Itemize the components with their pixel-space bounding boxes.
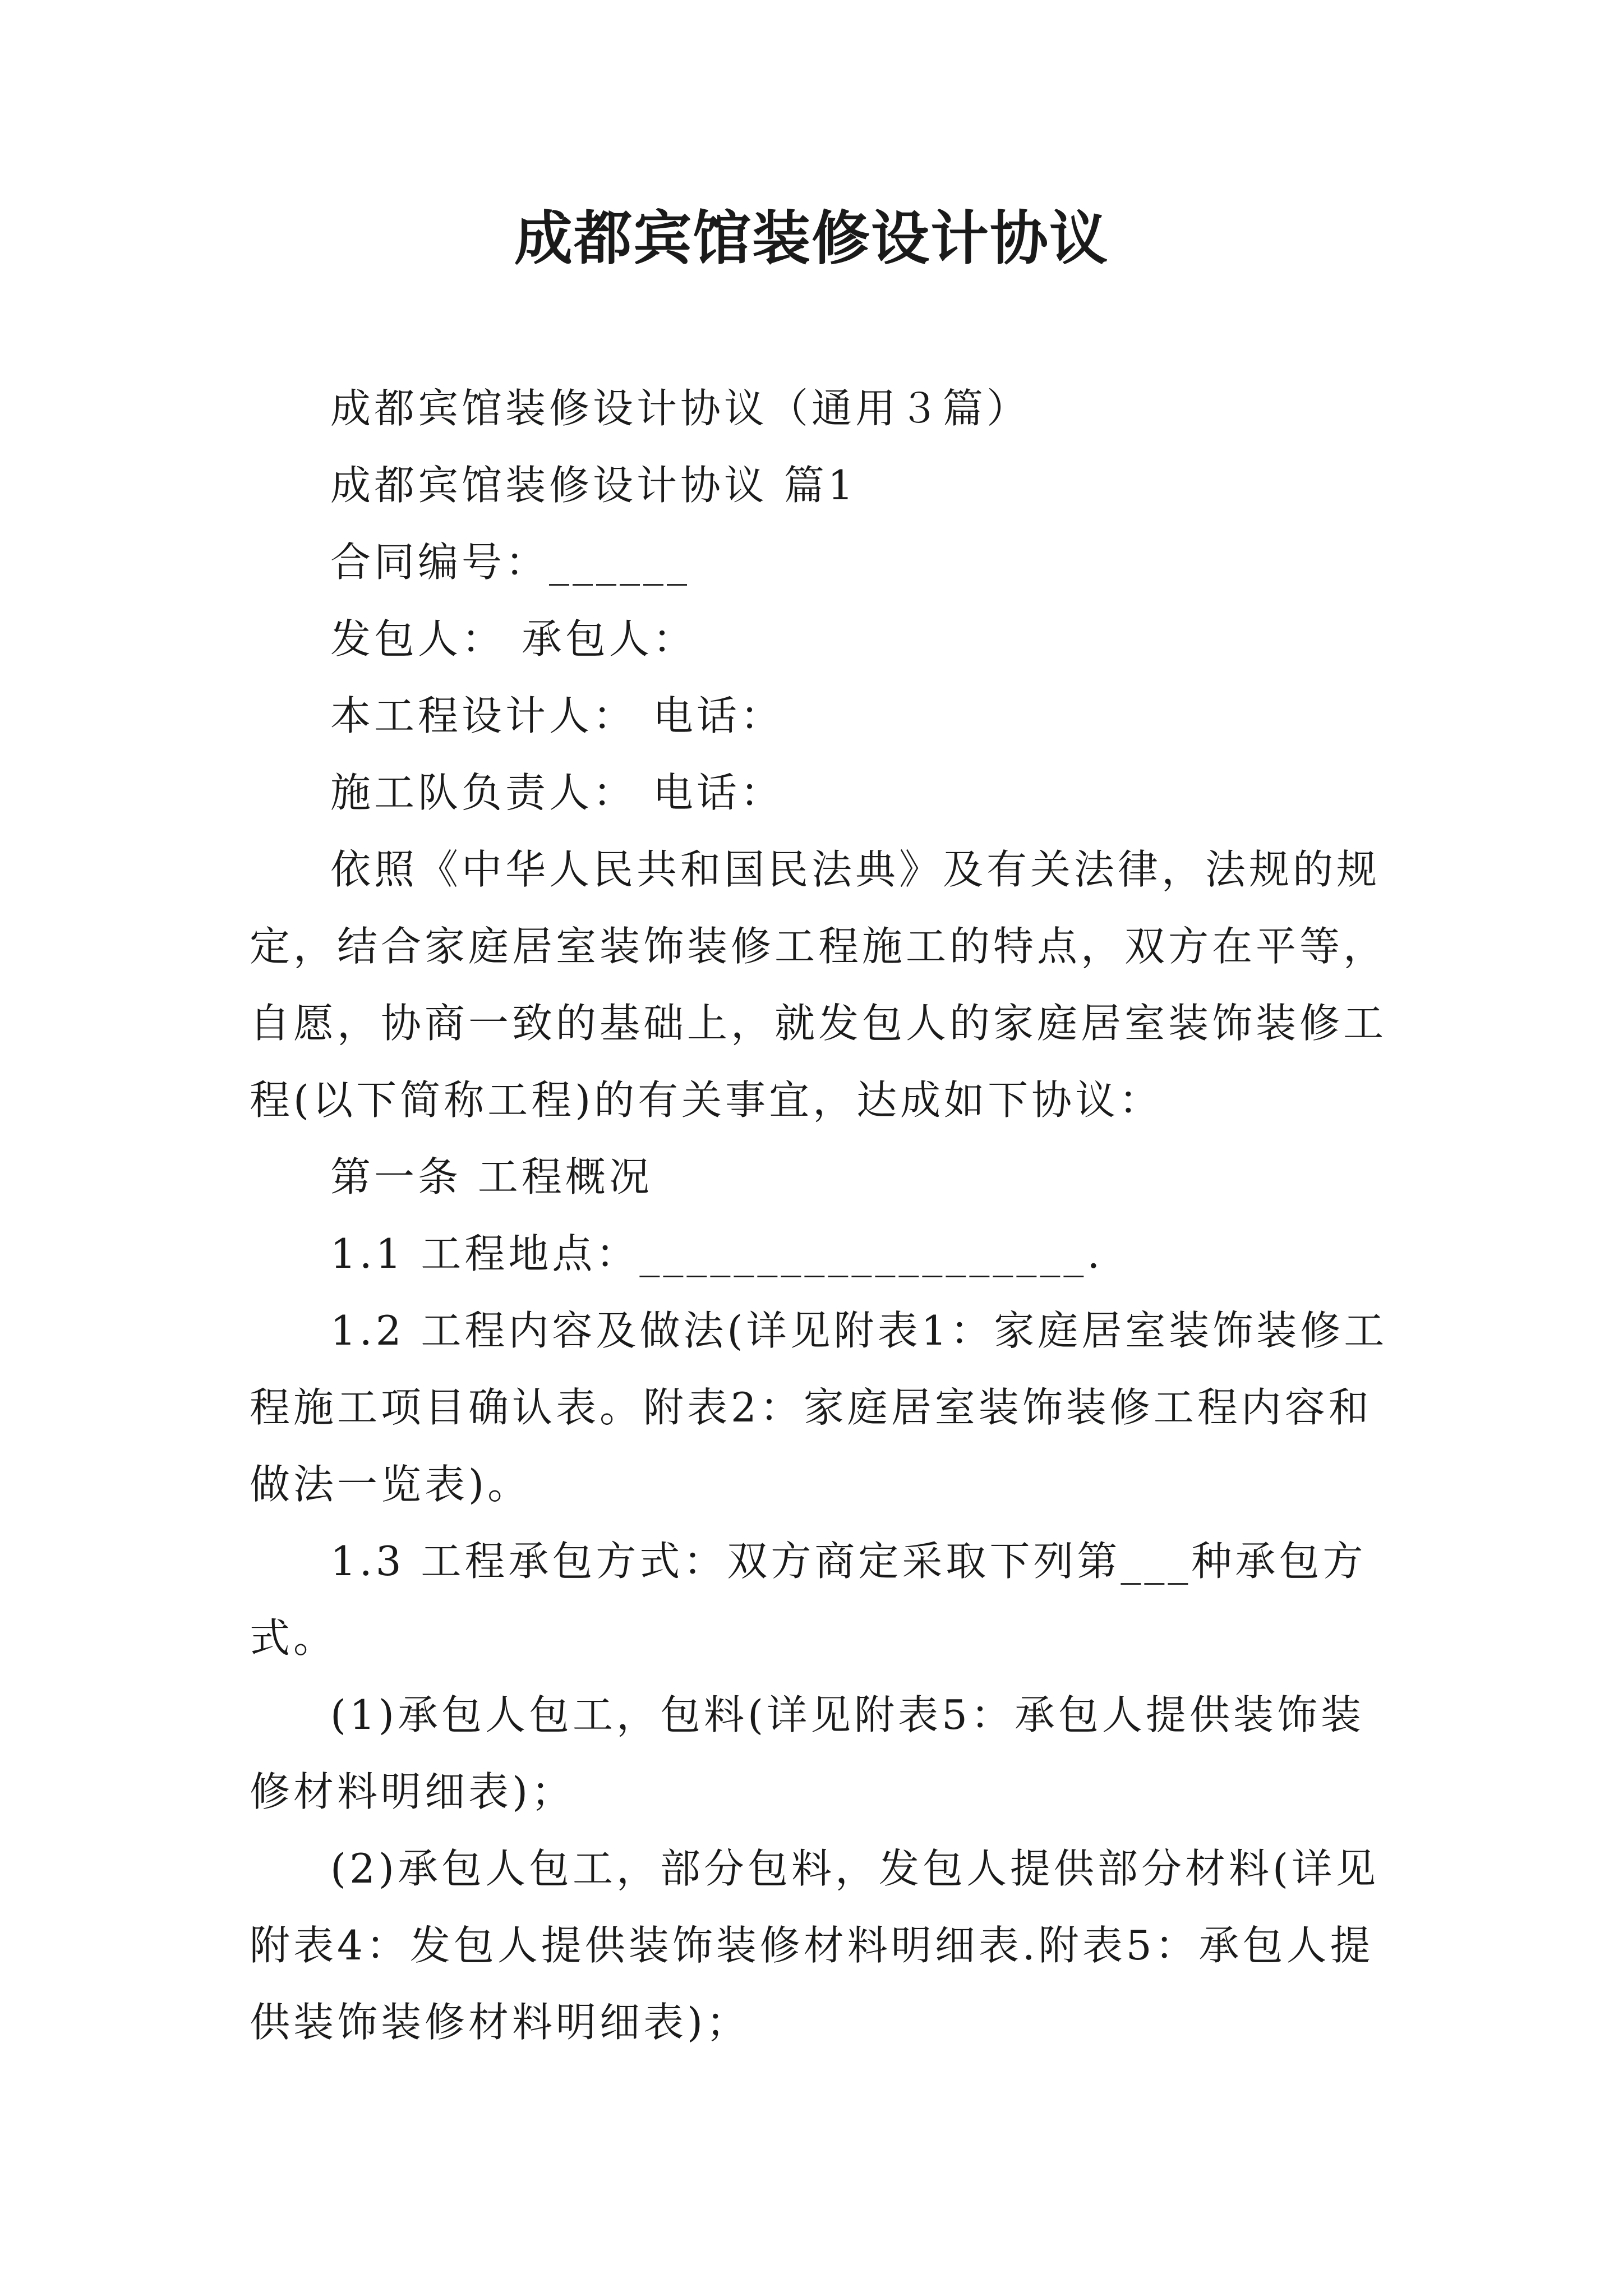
paragraph: 1.1 工程地点：___________________. bbox=[330, 1230, 1104, 1277]
paragraph: 成都宾馆装修设计协议 篇1 bbox=[330, 462, 857, 509]
paragraph: (2)承包人包工，部分包料，发包人提供部分材料(详见附表4：发包人提供装饰装修材料明细表.附表5：承包人提供装饰装修材料明细表)； bbox=[250, 1845, 1380, 2046]
document-body bbox=[250, 370, 1388, 2061]
paragraph: 依照《中华人民共和国民法典》及有关法律，法规的规定，结合家庭居室装饰装修工程施工的特点，双方在平等，自愿，协商一致的基础上，就发包人的家庭居室装饰装修工程(以下简称工程)的有关事宜，达成如下协议： bbox=[250, 846, 1387, 1124]
paragraph: 1.2 工程内容及做法(详见附表1：家庭居室装饰装修工程施工项目确认表。附表2：家庭居室装饰装修工程内容和做法一览表)。 bbox=[250, 1307, 1388, 1508]
paragraph: 1.3 工程承包方式：双方商定采取下列第___种承包方式。 bbox=[250, 1538, 1367, 1662]
paragraph: 合同编号：______ bbox=[330, 539, 691, 586]
paragraph: 成都宾馆装修设计协议（通用３篇） bbox=[330, 385, 1031, 432]
document-title: 成都宾馆装修设计协议 bbox=[514, 204, 1109, 273]
paragraph: 本工程设计人： 电话： bbox=[330, 692, 784, 739]
paragraph: 施工队负责人： 电话： bbox=[330, 769, 784, 816]
paragraph: (1)承包人包工，包料(详见附表5：承包人提供装饰装修材料明细表)； bbox=[250, 1691, 1364, 1815]
paragraph: 发包人： 承包人： bbox=[330, 615, 697, 662]
section-heading: 第一条 工程概况 bbox=[330, 1153, 653, 1200]
